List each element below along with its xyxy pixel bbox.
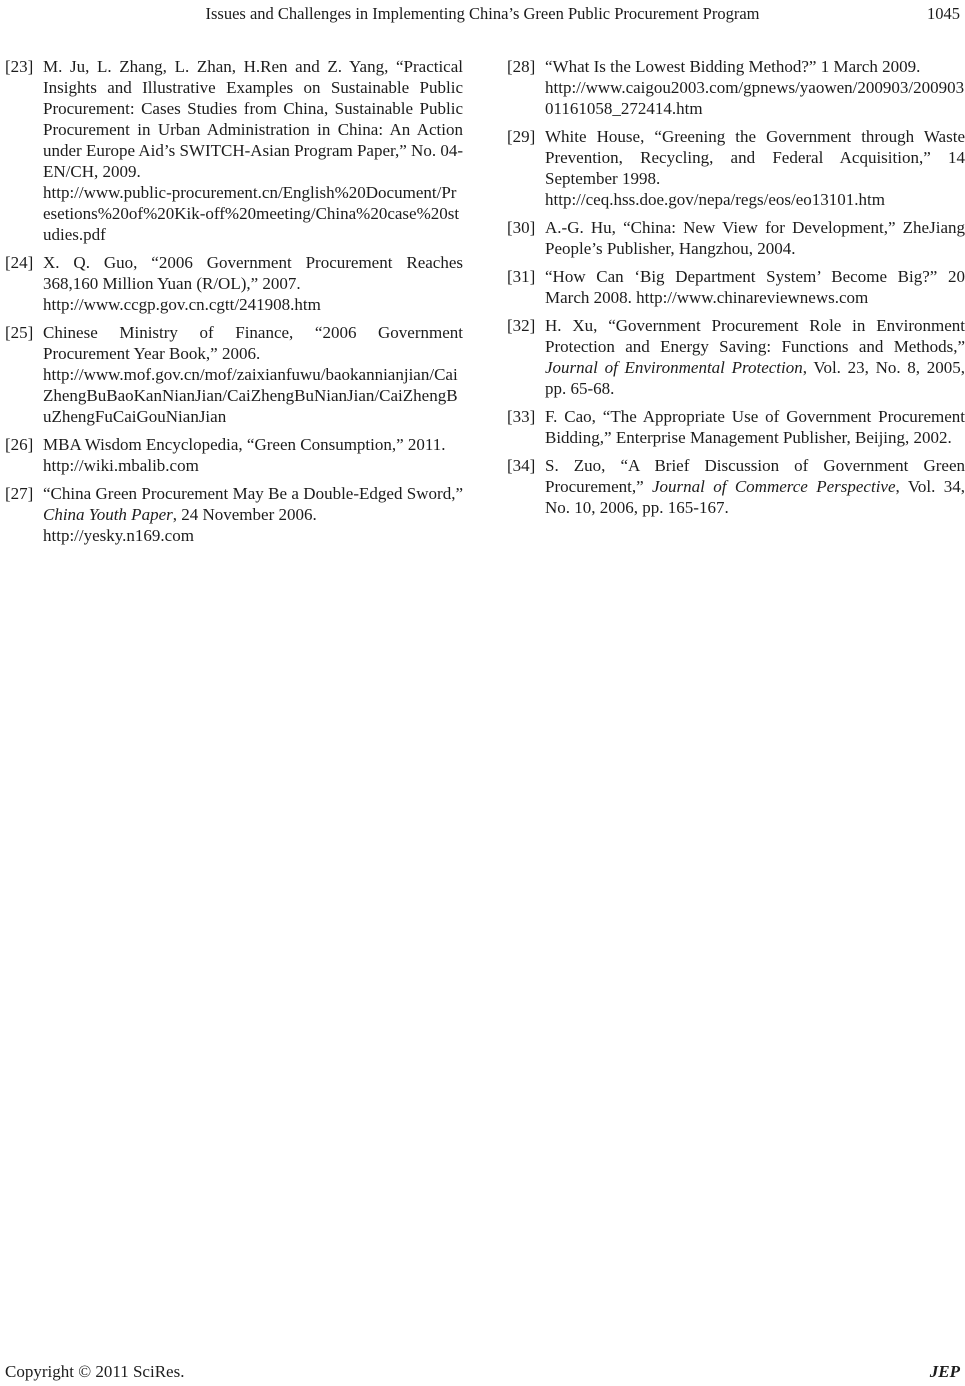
text-segment: M. Ju, L. Zhang, L. Zhan, H.Ren and Z. Yang, “Practical Insights and Illustrative Examples on Sustainable Public Procurement: Cases Studies from China, Sustainable Public Procurement in Urban Administration in China: An Action under Europe Aid’s SWITCH-Asian Program Paper,” No. 04-EN/CH, 2009. xyxy=(43,57,463,181)
reference-text xyxy=(43,57,463,181)
reference-number: [33] xyxy=(507,407,536,426)
reference-url: http://www.ccgp.gov.cn.cgtt/241908.htm xyxy=(43,295,321,314)
reference-text xyxy=(43,323,463,363)
page-number: 1045 xyxy=(927,4,960,23)
reference-item xyxy=(5,322,463,427)
reference-number: [34] xyxy=(507,456,536,475)
reference-text xyxy=(545,57,920,76)
reference-text xyxy=(545,407,965,447)
text-segment: “What Is the Lowest Bidding Method?” 1 March 2009. xyxy=(545,57,921,76)
reference-number: [23] xyxy=(5,57,34,76)
page-footer xyxy=(5,1361,960,1382)
references-section xyxy=(5,56,965,553)
text-segment: “How Can ‘Big Department System’ Become Big?” 20 March 2008. http://www.chinareviewnews.com xyxy=(545,267,965,307)
reference-item xyxy=(507,266,965,308)
reference-url: http://wiki.mbalib.com xyxy=(43,456,199,475)
journal-title-italic: Journal of Environmental Protection xyxy=(545,358,803,377)
reference-item xyxy=(5,56,463,245)
reference-number: [28] xyxy=(507,57,536,76)
reference-text xyxy=(545,456,965,517)
reference-number: [30] xyxy=(507,218,536,237)
reference-number: [27] xyxy=(5,484,34,503)
reference-text xyxy=(545,127,965,188)
reference-item xyxy=(507,217,965,259)
text-segment: F. Cao, “The Appropriate Use of Government Procurement Bidding,” Enterprise Management Publisher, Beijing, 2002. xyxy=(545,407,965,447)
page-header xyxy=(5,3,960,27)
text-segment: A.-G. Hu, “China: New View for Development,” ZheJiang People’s Publisher, Hangzhou, 2004. xyxy=(545,218,965,258)
reference-text xyxy=(545,218,965,258)
reference-text xyxy=(43,435,446,454)
journal-abbreviation: JEP xyxy=(929,1362,960,1381)
text-segment: , 24 November 2006. xyxy=(172,505,317,524)
reference-text xyxy=(43,484,463,524)
reference-item xyxy=(507,406,965,448)
reference-number: [26] xyxy=(5,435,34,454)
text-segment: X. Q. Guo, “2006 Government Procurement Reaches 368,160 Million Yuan (R/OL),” 2007. xyxy=(43,253,463,293)
text-segment: H. Xu, “Government Procurement Role in Environment Protection and Energy Saving: Functions and Methods,” xyxy=(545,316,965,356)
reference-url: http://www.mof.gov.cn/mof/zaixianfuwu/baokannianjian/CaiZhengBuBaoKanNianJian/CaiZhengBuNianJian/CaiZhengBuZhengFuCaiGouNianJian xyxy=(43,365,458,426)
reference-number: [24] xyxy=(5,253,34,272)
reference-text xyxy=(545,316,965,398)
reference-number: [29] xyxy=(507,127,536,146)
journal-title-italic: China Youth Paper xyxy=(43,505,173,524)
reference-item xyxy=(5,483,463,546)
reference-number: [31] xyxy=(507,267,536,286)
text-segment: Chinese Ministry of Finance, “2006 Government Procurement Year Book,” 2006. xyxy=(43,323,463,363)
text-segment: MBA Wisdom Encyclopedia, “Green Consumption,” 2011. xyxy=(43,435,446,454)
running-head-title: Issues and Challenges in Implementing China’s Green Public Procurement Program xyxy=(205,4,760,23)
reference-item xyxy=(507,455,965,518)
reference-item xyxy=(507,126,965,210)
text-segment: White House, “Greening the Government through Waste Prevention, Recycling, and Federal Acquisition,” 14 September 1998. xyxy=(545,127,965,188)
reference-url: http://www.public-procurement.cn/English%20Document/Presetions%20of%20Kik-off%20meeting/China%20case%20studies.pdf xyxy=(43,183,460,244)
reference-text xyxy=(43,253,463,293)
reference-item xyxy=(5,252,463,315)
journal-title-italic: Journal of Commerce Perspective xyxy=(652,477,896,496)
text-segment: , Vol. 34, No. 10, 2006, pp. 165-167. xyxy=(545,477,965,517)
reference-item xyxy=(507,56,965,119)
reference-item xyxy=(5,434,463,476)
reference-text xyxy=(545,267,965,307)
reference-url: http://ceq.hss.doe.gov/nepa/regs/eos/eo13101.htm xyxy=(545,190,885,209)
references-column-left xyxy=(5,56,463,553)
text-segment: “China Green Procurement May Be a Double-Edged Sword,” xyxy=(43,484,463,503)
references-column-right xyxy=(507,56,965,553)
text-segment: S. Zuo, “A Brief Discussion of Government Green Procurement,” xyxy=(545,456,965,496)
copyright-notice: Copyright © 2011 SciRes. xyxy=(5,1362,185,1381)
text-segment: , Vol. 23, No. 8, 2005, pp. 65-68. xyxy=(545,358,965,398)
reference-number: [25] xyxy=(5,323,34,342)
reference-url: http://www.caigou2003.com/gpnews/yaowen/200903/20090301161058_272414.htm xyxy=(545,78,965,118)
reference-item xyxy=(507,315,965,399)
reference-url: http://yesky.n169.com xyxy=(43,526,194,545)
reference-number: [32] xyxy=(507,316,536,335)
